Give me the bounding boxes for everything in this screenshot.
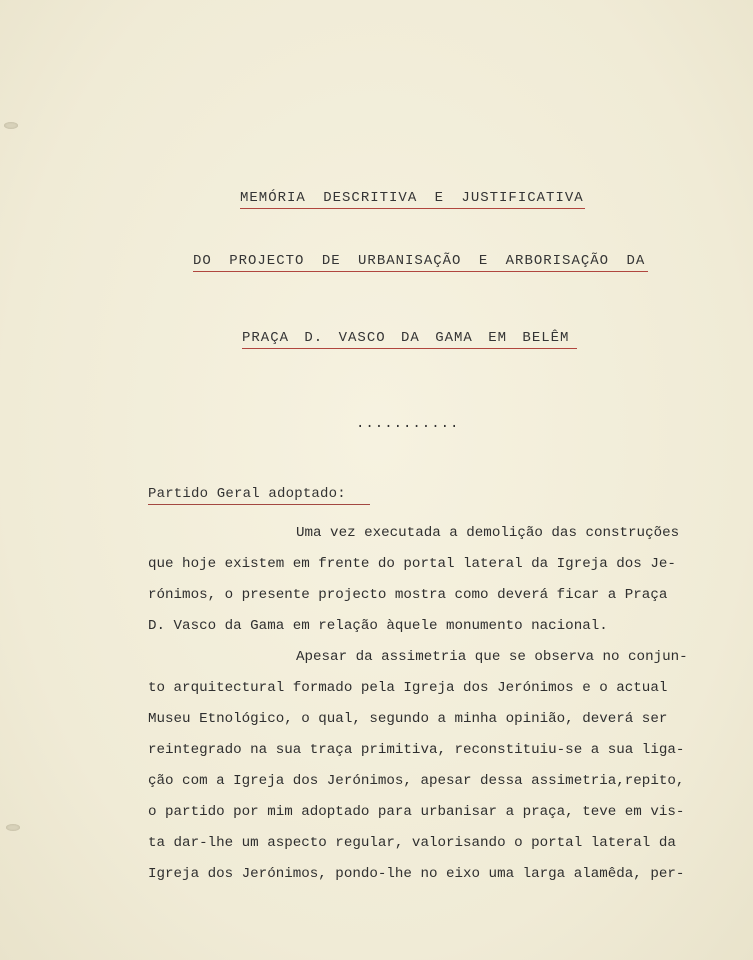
title-line-3: PRAÇA D. VASCO DA GAMA EM BELÊM (242, 330, 570, 346)
paragraph-2-line-8: Igreja dos Jerónimos, pondo-lhe no eixo uma larga alamêda, per- (148, 866, 685, 882)
title-line-2-underline (193, 271, 648, 272)
paragraph-1-line-2: que hoje existem em frente do portal lateral da Igreja dos Je- (148, 556, 676, 572)
title-line-1: MEMÓRIA DESCRITIVA E JUSTIFICATIVA (240, 190, 584, 206)
paragraph-1-line-3: rónimos, o presente projecto mostra como deverá ficar a Praça (148, 587, 668, 603)
separator-dots: ........... (356, 416, 460, 432)
paragraph-2-line-7: ta dar-lhe um aspecto regular, valorisando o portal lateral da (148, 835, 676, 851)
paragraph-2-line-3: Museu Etnológico, o qual, segundo a minha opinião, deverá ser (148, 711, 668, 727)
punch-hole-bottom (6, 824, 20, 831)
paragraph-2-line-5: ção com a Igreja dos Jerónimos, apesar dessa assimetria,repito, (148, 773, 685, 789)
title-line-1-underline (240, 208, 585, 209)
section-heading: Partido Geral adoptado: (148, 486, 346, 502)
title-line-3-underline (242, 348, 577, 349)
section-heading-underline (148, 504, 370, 505)
paragraph-1-line-1: Uma vez executada a demolição das construções (296, 525, 680, 541)
paragraph-2-line-2: to arquitectural formado pela Igreja dos Jerónimos e o actual (148, 680, 668, 696)
paragraph-1-line-4: D. Vasco da Gama em relação àquele monumento nacional. (148, 618, 608, 634)
paragraph-2-line-1: Apesar da assimetria que se observa no conjun- (296, 649, 688, 665)
paragraph-2-line-4: reintegrado na sua traça primitiva, reconstituiu-se a sua liga- (148, 742, 685, 758)
paragraph-2-line-6: o partido por mim adoptado para urbanisar a praça, teve em vis- (148, 804, 685, 820)
title-line-2: DO PROJECTO DE URBANISAÇÃO E ARBORISAÇÃO DA (193, 253, 646, 269)
punch-hole-top (4, 122, 18, 129)
